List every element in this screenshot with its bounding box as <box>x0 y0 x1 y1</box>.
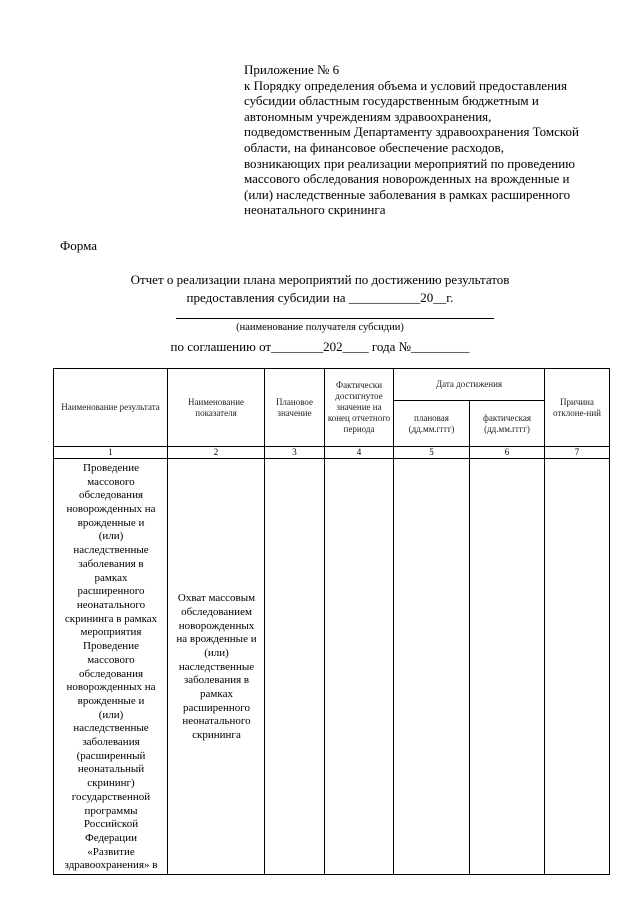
header-deviation-reason: Причина отклоне-ний <box>545 369 610 447</box>
cell-indicator <box>168 459 265 875</box>
form-label: Форма <box>60 238 97 253</box>
appendix-line: неонатального скрининга <box>244 202 386 218</box>
text-line: неонатального <box>76 598 146 611</box>
text-line: (или) <box>204 646 229 659</box>
header-date-actual: фактическая (дд.мм.гггг) <box>470 401 545 447</box>
text-line: наследственные <box>178 660 255 673</box>
text-line: массового <box>87 653 135 666</box>
column-number: 3 <box>265 447 325 459</box>
text-line: «Развитие <box>87 845 135 858</box>
text-line: неонатальный <box>77 763 145 776</box>
column-number: 2 <box>168 447 265 459</box>
header-result-name: Наименование результата <box>54 369 168 447</box>
text-line: скрининга в рамках <box>64 612 158 625</box>
header-achievement-date: Дата достижения <box>394 369 545 401</box>
text-line: обследованием <box>181 605 252 618</box>
text-line: новорожденных на <box>66 503 156 516</box>
appendix-line: подведомственным Департаменту здравоохранения Томской <box>244 124 580 140</box>
text-line: неонатального <box>182 715 251 728</box>
text-line: новорожденных <box>178 619 255 632</box>
text-line: расширенного <box>77 585 145 598</box>
text-line: рамках <box>94 571 128 584</box>
column-number: 1 <box>54 447 168 459</box>
text-line: заболевания в <box>183 674 250 687</box>
text-line: программы <box>84 804 138 817</box>
text-line: Проведение <box>83 461 139 474</box>
appendix-line: автономным учреждениям здравоохранения, <box>244 108 492 124</box>
column-number: 5 <box>394 447 470 459</box>
cell-date-planned[interactable] <box>394 459 470 875</box>
agreement-line: по соглашению от________202____ года №_________ <box>170 339 470 354</box>
indicator-text <box>168 590 264 743</box>
report-table <box>53 368 610 875</box>
text-line: новорожденных на <box>66 681 156 694</box>
text-line: Охват массовым <box>177 592 256 605</box>
text-line: рамках <box>200 688 233 701</box>
text-line: (расширенный <box>76 749 146 762</box>
text-line: (или) <box>98 708 124 721</box>
header-date-planned: плановая (дд.мм.гггг) <box>394 401 470 447</box>
text-line: государственной <box>71 790 151 803</box>
text-line: наследственные <box>73 544 149 557</box>
text-line: на врожденные и <box>176 633 257 646</box>
column-number: 4 <box>325 447 394 459</box>
text-line: расширенного <box>182 701 250 714</box>
text-line: Российской <box>83 818 139 831</box>
text-line: скрининга <box>192 729 241 742</box>
text-line: врожденные и <box>77 694 145 707</box>
appendix-line: области, на финансовое обеспечение расходов, <box>244 139 504 155</box>
text-line: мероприятия <box>80 626 142 639</box>
text-line: здравоохранения» в <box>64 859 158 872</box>
text-line: массового <box>87 475 135 488</box>
text-line: скрининг) <box>87 777 135 790</box>
appendix-line: Приложение № 6 <box>244 62 340 77</box>
text-line: обследования <box>78 489 144 502</box>
appendix-line: субсидии областным государственным бюджетным и <box>244 93 539 109</box>
text-line: Проведение <box>83 640 139 653</box>
appendix-line: возникающих при реализации мероприятий по проведению <box>244 155 575 171</box>
text-line: врожденные и <box>77 516 145 529</box>
appendix-line: (или) наследственные заболевания в рамках расширенного <box>244 186 571 202</box>
recipient-caption: (наименование получателя субсидии) <box>236 322 404 333</box>
result-text <box>54 460 167 873</box>
text-line: заболевания в <box>78 557 144 570</box>
cell-result <box>54 459 168 875</box>
column-number: 6 <box>470 447 545 459</box>
header-indicator-name: Наименование показателя <box>168 369 265 447</box>
appendix-line: массового обследования новорожденных на врожденные и <box>244 171 570 187</box>
text-line: наследственные <box>73 722 149 735</box>
text-line: обследования <box>78 667 144 680</box>
cell-planned-value[interactable] <box>265 459 325 875</box>
text-line: (или) <box>98 530 124 543</box>
header-planned-value: Плановое значение <box>265 369 325 447</box>
text-line: заболевания <box>82 736 140 749</box>
report-subtitle: предоставления субсидии на ___________20__г. <box>186 290 454 305</box>
appendix-line: к Порядку определения объема и условий предоставления <box>244 77 567 93</box>
appendix-header <box>244 62 624 218</box>
cell-deviation-reason[interactable] <box>545 459 610 875</box>
cell-actual-value[interactable] <box>325 459 394 875</box>
column-number: 7 <box>545 447 610 459</box>
cell-date-actual[interactable] <box>470 459 545 875</box>
recipient-underline <box>176 318 494 319</box>
text-line: Федерации <box>85 831 137 844</box>
header-actual-value: Фактически достигнутое значение на конец отчетного периода <box>325 369 394 447</box>
report-title: Отчет о реализации плана мероприятий по достижению результатов <box>130 272 510 287</box>
